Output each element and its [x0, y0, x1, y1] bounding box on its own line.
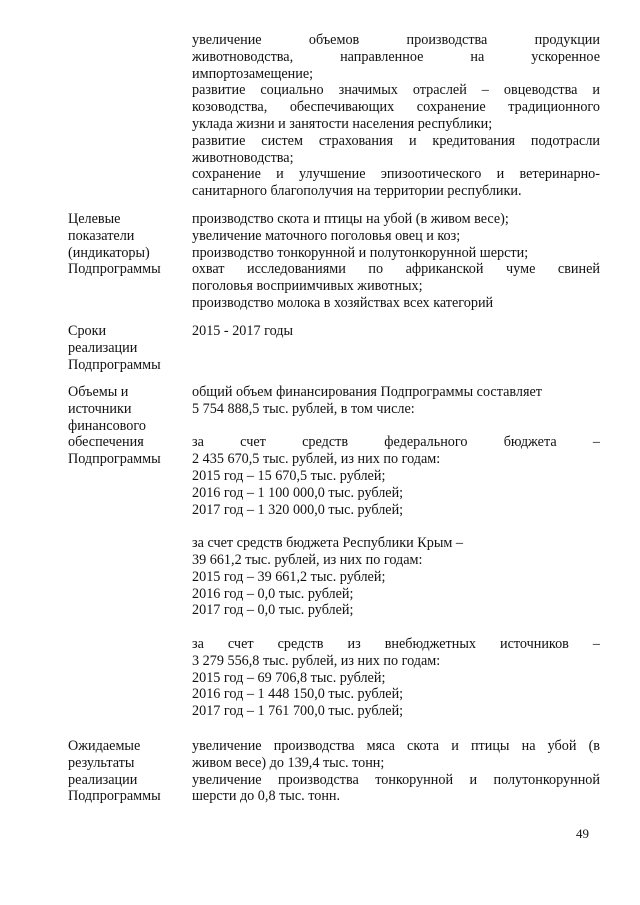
- text-line: поголовья восприимчивых животных;: [192, 278, 423, 295]
- label-line: источники: [68, 400, 132, 417]
- timeline-label: [68, 323, 183, 373]
- text-line: козоводства, обеспечивающих сохранение традиционного: [192, 99, 600, 116]
- extrabudget-line: 3 279 556,8 тыс. рублей, из них по годам:: [192, 652, 441, 669]
- text-line: животноводства, направленное на ускоренное: [192, 48, 600, 65]
- timeline-text: [192, 323, 600, 340]
- funding-text: [192, 384, 600, 720]
- text-line: увеличение производства тонкорунной и полутонкорунной: [192, 771, 600, 788]
- text-line: сохранение и улучшение эпизоотического и ветеринарно-: [192, 166, 600, 183]
- label-line: Объемы и: [68, 384, 129, 400]
- federal-budget-heading: за счет средств федерального бюджета –: [192, 434, 600, 451]
- federal-budget-line: 2 435 670,5 тыс. рублей, из них по годам:: [192, 451, 441, 468]
- extrabudget-line: 2015 год – 69 706,8 тыс. рублей;: [192, 669, 386, 686]
- text-line: развитие систем страхования и кредитования подотрасли: [192, 132, 600, 149]
- extrabudget-heading: за счет средств из внебюджетных источников –: [192, 635, 600, 652]
- label-line: показатели: [68, 227, 135, 244]
- text-line: уклада жизни и занятости населения республики;: [192, 115, 493, 132]
- results-text: [192, 738, 600, 805]
- funding-total-line: 5 754 888,5 тыс. рублей, в том числе:: [192, 400, 415, 417]
- label-line: результаты: [68, 754, 135, 771]
- text-line: импортозамещение;: [192, 65, 314, 82]
- text-line: живом весе) до 139,4 тыс. тонн;: [192, 754, 385, 771]
- label-line: финансового: [68, 417, 146, 434]
- text-line: производство молока в хозяйствах всех категорий: [192, 294, 494, 311]
- label-line: Ожидаемые: [68, 738, 141, 754]
- text-line: увеличение маточного поголовья овец и коз;: [192, 227, 461, 244]
- federal-budget-line: 2015 год – 15 670,5 тыс. рублей;: [192, 467, 386, 484]
- text-line: развитие социально значимых отраслей – овцеводства и: [192, 82, 600, 99]
- label-line: Целевые: [68, 211, 121, 227]
- results-label: [68, 738, 183, 805]
- label-line: реализации: [68, 339, 138, 356]
- text-line: шерсти до 0,8 тыс. тонн.: [192, 788, 341, 805]
- federal-budget-line: 2016 год – 1 100 000,0 тыс. рублей;: [192, 484, 404, 501]
- text-line: увеличение производства мяса скота и птицы на убой (в: [192, 738, 600, 754]
- timeline-value: 2015 - 2017 годы: [192, 323, 294, 339]
- crimea-budget-heading: за счет средств бюджета Республики Крым –: [192, 535, 463, 552]
- label-line: Сроки: [68, 323, 107, 339]
- crimea-budget-line: 2015 год – 39 661,2 тыс. рублей;: [192, 568, 386, 585]
- label-line: обеспечения: [68, 434, 144, 451]
- page-number: 49: [576, 826, 589, 841]
- indicators-label: [68, 211, 183, 278]
- funding-label: [68, 384, 183, 468]
- extrabudget-line: 2016 год – 1 448 150,0 тыс. рублей;: [192, 686, 404, 703]
- goals-continuation-text: [192, 32, 600, 200]
- label-line: Подпрограммы: [68, 451, 161, 468]
- text-line: санитарного благополучия на территории республики.: [192, 183, 522, 200]
- indicators-text: [192, 211, 600, 312]
- crimea-budget-line: 2016 год – 0,0 тыс. рублей;: [192, 585, 354, 602]
- federal-budget-line: 2017 год – 1 320 000,0 тыс. рублей;: [192, 501, 404, 518]
- funding-total-line: общий объем финансирования Подпрограммы составляет: [192, 384, 542, 400]
- label-line: реализации: [68, 771, 138, 788]
- extrabudget-line: 2017 год – 1 761 700,0 тыс. рублей;: [192, 703, 404, 720]
- label-line: (индикаторы): [68, 244, 150, 261]
- text-line: животноводства;: [192, 149, 294, 166]
- text-line: увеличение объемов производства продукции: [192, 32, 600, 48]
- label-line: Подпрограммы: [68, 261, 161, 278]
- text-line: производство скота и птицы на убой (в живом весе);: [192, 211, 509, 227]
- crimea-budget-line: 39 661,2 тыс. рублей, из них по годам:: [192, 551, 423, 568]
- text-line: охват исследованиями по африканской чуме свиней: [192, 261, 600, 278]
- label-line: Подпрограммы: [68, 356, 161, 373]
- label-line: Подпрограммы: [68, 788, 161, 805]
- crimea-budget-line: 2017 год – 0,0 тыс. рублей;: [192, 602, 354, 619]
- text-line: производство тонкорунной и полутонкорунной шерсти;: [192, 244, 529, 261]
